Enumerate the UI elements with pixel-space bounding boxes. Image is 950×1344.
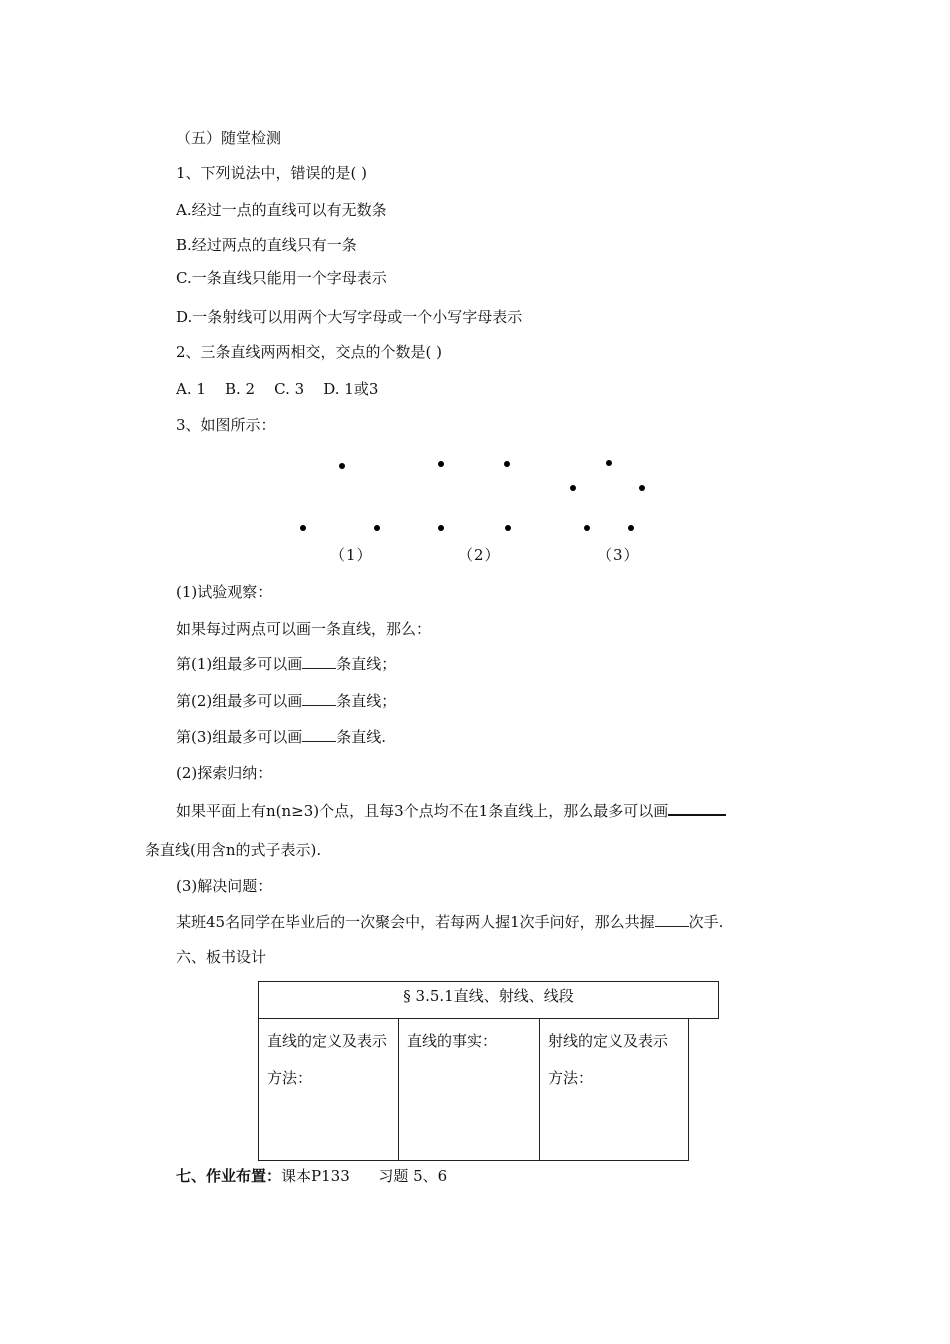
q3-part3-title: (3)解决问题： — [176, 877, 273, 895]
figure-label-2: （2） — [458, 546, 501, 564]
group-2-prefix: 第(2)组最多可以画 — [176, 692, 303, 710]
answer-blank[interactable] — [655, 912, 689, 927]
q1-option-c: C.一条直线只能用一个字母表示 — [176, 269, 387, 287]
point — [339, 463, 345, 469]
point — [639, 485, 645, 491]
part3-suffix: 次手. — [688, 913, 724, 931]
board-cell-line-facts: 直线的事实： — [399, 1018, 540, 1160]
q1-option-a: A.经过一点的直线可以有无数条 — [176, 201, 387, 219]
section-heading-5: （五）随堂检测 — [176, 129, 282, 147]
point — [504, 461, 510, 467]
q2-options: A. 1 B. 2 C. 3 D. 1或3 — [176, 380, 379, 398]
part2-text: 如果平面上有n(n≥3)个点，且每3个点均不在1条直线上，那么最多可以画 — [176, 802, 669, 820]
part3-prefix: 某班45名同学在毕业后的一次聚会中，若每两人握1次手问好，那么共握 — [176, 913, 655, 931]
q3-part1-intro: 如果每过两点可以画一条直线，那么： — [176, 620, 432, 638]
point — [374, 525, 380, 531]
q3-part2-title: (2)探索归纳： — [176, 764, 273, 782]
figure-label-3: （3） — [597, 546, 640, 564]
q1-option-d: D.一条射线可以用两个大写字母或一个小写字母表示 — [176, 308, 523, 326]
question-1-stem: 1、下列说法中，错误的是( ) — [176, 164, 368, 182]
point — [438, 525, 444, 531]
group-3-prefix: 第(3)组最多可以画 — [176, 728, 303, 746]
board-cell-line-definition: 直线的定义及表示方法： — [259, 1018, 399, 1160]
answer-blank[interactable] — [302, 691, 336, 706]
point — [584, 525, 590, 531]
point — [606, 460, 612, 466]
group-2-suffix: 条直线； — [336, 692, 397, 710]
q3-part1-title: (1)试验观察： — [176, 583, 273, 601]
answer-blank[interactable] — [302, 654, 336, 669]
q3-group-2 — [176, 691, 396, 711]
homework-text: 课本P133 习题 5、6 — [281, 1167, 448, 1185]
point — [628, 525, 634, 531]
q3-part3-text — [176, 912, 723, 932]
group-3-suffix: 条直线. — [336, 728, 387, 746]
board-title: § 3.5.1直线、射线、线段 — [258, 981, 719, 1019]
points-figure — [290, 452, 650, 564]
board-body — [258, 1018, 689, 1161]
board-design-table — [258, 981, 719, 1161]
group-1-prefix: 第(1)组最多可以画 — [176, 655, 303, 673]
q3-group-3 — [176, 727, 386, 747]
group-1-suffix: 条直线； — [336, 655, 397, 673]
section-heading-7: 七、作业布置： — [176, 1167, 282, 1185]
q1-option-b: B.经过两点的直线只有一条 — [176, 236, 357, 254]
point — [438, 461, 444, 467]
q3-part2-text — [176, 800, 726, 821]
point — [300, 525, 306, 531]
point — [505, 525, 511, 531]
question-3-stem: 3、如图所示： — [176, 416, 276, 434]
q3-group-1 — [176, 654, 396, 674]
q3-part2-continuation: 条直线(用含n的式子表示). — [145, 841, 322, 859]
section-heading-6: 六、板书设计 — [176, 948, 267, 966]
answer-blank[interactable] — [668, 800, 726, 816]
question-2-stem: 2、三条直线两两相交，交点的个数是( ) — [176, 343, 443, 361]
homework-line — [176, 1166, 447, 1186]
answer-blank[interactable] — [302, 727, 336, 742]
figure-label-1: （1） — [330, 546, 373, 564]
point — [570, 485, 576, 491]
board-cell-ray-definition: 射线的定义及表示方法： — [548, 1032, 669, 1087]
